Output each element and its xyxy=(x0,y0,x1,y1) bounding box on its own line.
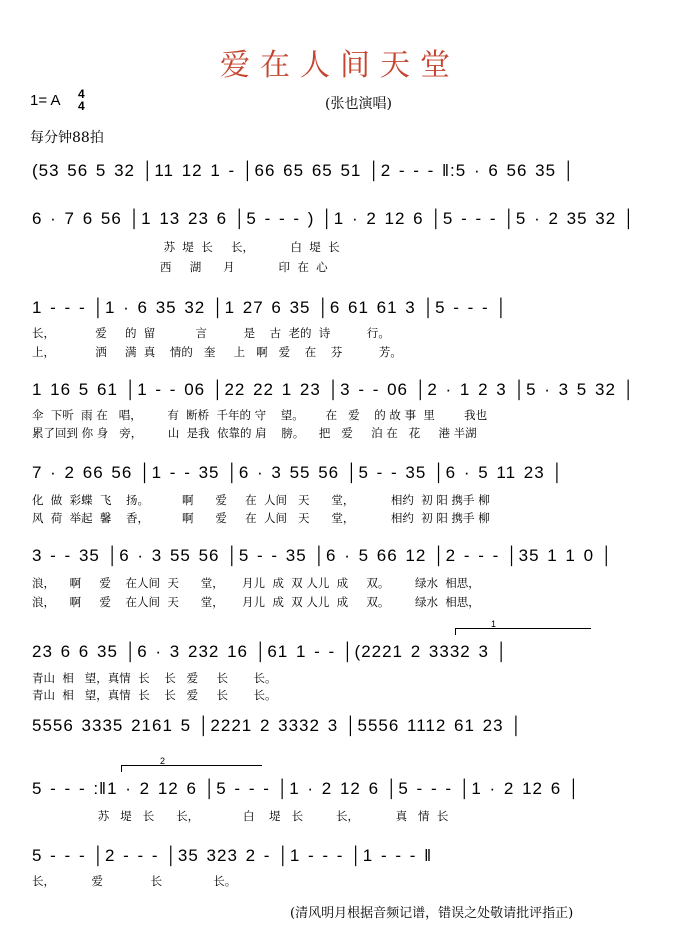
notes-line: 3 - - 35 │6 · 3 55 56 │5 - - 35 │6 · 5 66 12 │2 - - - │35 1 1 0 │ xyxy=(32,546,614,565)
lyric-verse-2: 上， 洒 满 真 情的 奎 上 啊 爱 在 芬 芳。 xyxy=(32,345,402,359)
lyric-verse-2: 累了回到 你 身 旁， 山 是我 依靠的 肩 膀。 把 爱 泊 在 花 港 半湖 xyxy=(32,426,477,440)
lyric-verse-1: 苏 堤 长 长， 白 堤 长 长， 真 情 长 xyxy=(32,809,449,823)
volta-first-number: 1 xyxy=(491,619,497,629)
notes-line: 1 - - - │1 · 6 35 32 │1 27 6 35 │6 61 61 3 │5 - - - │ xyxy=(32,298,509,317)
lyric-verse-1: 长， 爱 长 长。 xyxy=(32,874,237,888)
lyric-verse-2: 西 湖 月 印 在 心 xyxy=(32,260,328,274)
lyric-verse-1: 浪， 啊 爱 在人间 天 堂， 月儿 成 双 人儿 成 双。 绿水 相思， xyxy=(32,576,480,590)
score-row-9 xyxy=(32,779,644,823)
notes-line: 5 - - - │2 - - - │35 323 2 - │1 - - - │1 - - - ‖ xyxy=(32,846,433,865)
score-row-3 xyxy=(32,298,644,359)
lyric-verse-1: 青山 相 望，真情 长 长 爱 长 长。 xyxy=(32,671,277,685)
transcriber-note: (清风明月根据音频记谱，错误之处敬请批评指正) xyxy=(290,906,574,921)
time-signature-bottom: 4 xyxy=(78,99,85,113)
notes-line: 7 · 2 66 56 │1 - - 35 │6 · 3 55 56 │5 - - 35 │6 · 5 11 23 │ xyxy=(32,463,565,482)
lyric-verse-2: 青山 相 望，真情 长 长 爱 长 长。 xyxy=(32,688,277,702)
score-row-8 xyxy=(32,716,644,742)
notes-line: (53 56 5 32 │11 12 1 - │66 65 65 51 │2 - - - ‖:5 · 6 56 35 │ xyxy=(32,161,576,180)
score-row-1 xyxy=(32,161,644,187)
notes-line: 5556 3335 2161 5 │2221 2 3332 3 │5556 1112 61 23 │ xyxy=(32,716,523,735)
volta-second-ending xyxy=(121,756,262,772)
lyric-verse-2: 风 荷 举起 馨 香， 啊 爱 在 人间 天 堂， 相约 初 阳 携手 柳 xyxy=(32,511,490,525)
score-row-4 xyxy=(32,380,644,440)
time-signature-top: 4 xyxy=(78,87,85,101)
score-row-7 xyxy=(32,642,644,702)
lyric-verse-1: 长， 爱 的 留 言 是 古 老的 诗 行。 xyxy=(32,326,390,340)
lyric-verse-1: 伞 下听 雨 在 唱， 有 断桥 千年的 守 望。 在 爱 的 故 事 里 我也 xyxy=(32,408,488,422)
tempo-marking: 每分钟88拍 xyxy=(30,130,104,146)
notes-line: 5 - - - :‖1 · 2 12 6 │5 - - - │1 · 2 12 6 │5 - - - │1 · 2 12 6 │ xyxy=(32,779,581,798)
score-row-2 xyxy=(32,209,644,274)
notes-line: 6 · 7 6 56 │1 13 23 6 │5 - - - ) │1 · 2 12 6 │5 - - - │5 · 2 35 32 │ xyxy=(32,209,636,228)
score-row-5 xyxy=(32,463,644,525)
lyric-verse-1: 苏 堤 长 长， 白 堤 长 xyxy=(32,240,340,254)
volta-first-ending xyxy=(455,619,591,635)
score-row-10 xyxy=(32,846,644,888)
key-signature: 1= A xyxy=(30,92,61,109)
notes-line: 23 6 6 35 │6 · 3 232 16 │61 1 - - │(2221 2 3332 3 │ xyxy=(32,642,509,661)
notes-line: 1 16 5 61 │1 - - 06 │22 22 1 23 │3 - - 06 │2 · 1 2 3 │5 · 3 5 32 │ xyxy=(32,380,636,399)
lyric-verse-1: 化 做 彩蝶 飞 扬。 啊 爱 在 人间 天 堂， 相约 初 阳 携手 柳 xyxy=(32,493,490,507)
lyric-verse-2: 浪， 啊 爱 在人间 天 堂， 月儿 成 双 人儿 成 双。 绿水 相思， xyxy=(32,595,480,609)
score-row-6 xyxy=(32,546,644,609)
time-signature xyxy=(78,88,85,112)
song-title: 爱在人间天堂 xyxy=(220,48,460,83)
singer-credit: (张也演唱) xyxy=(325,96,392,112)
volta-second-number: 2 xyxy=(160,756,166,766)
